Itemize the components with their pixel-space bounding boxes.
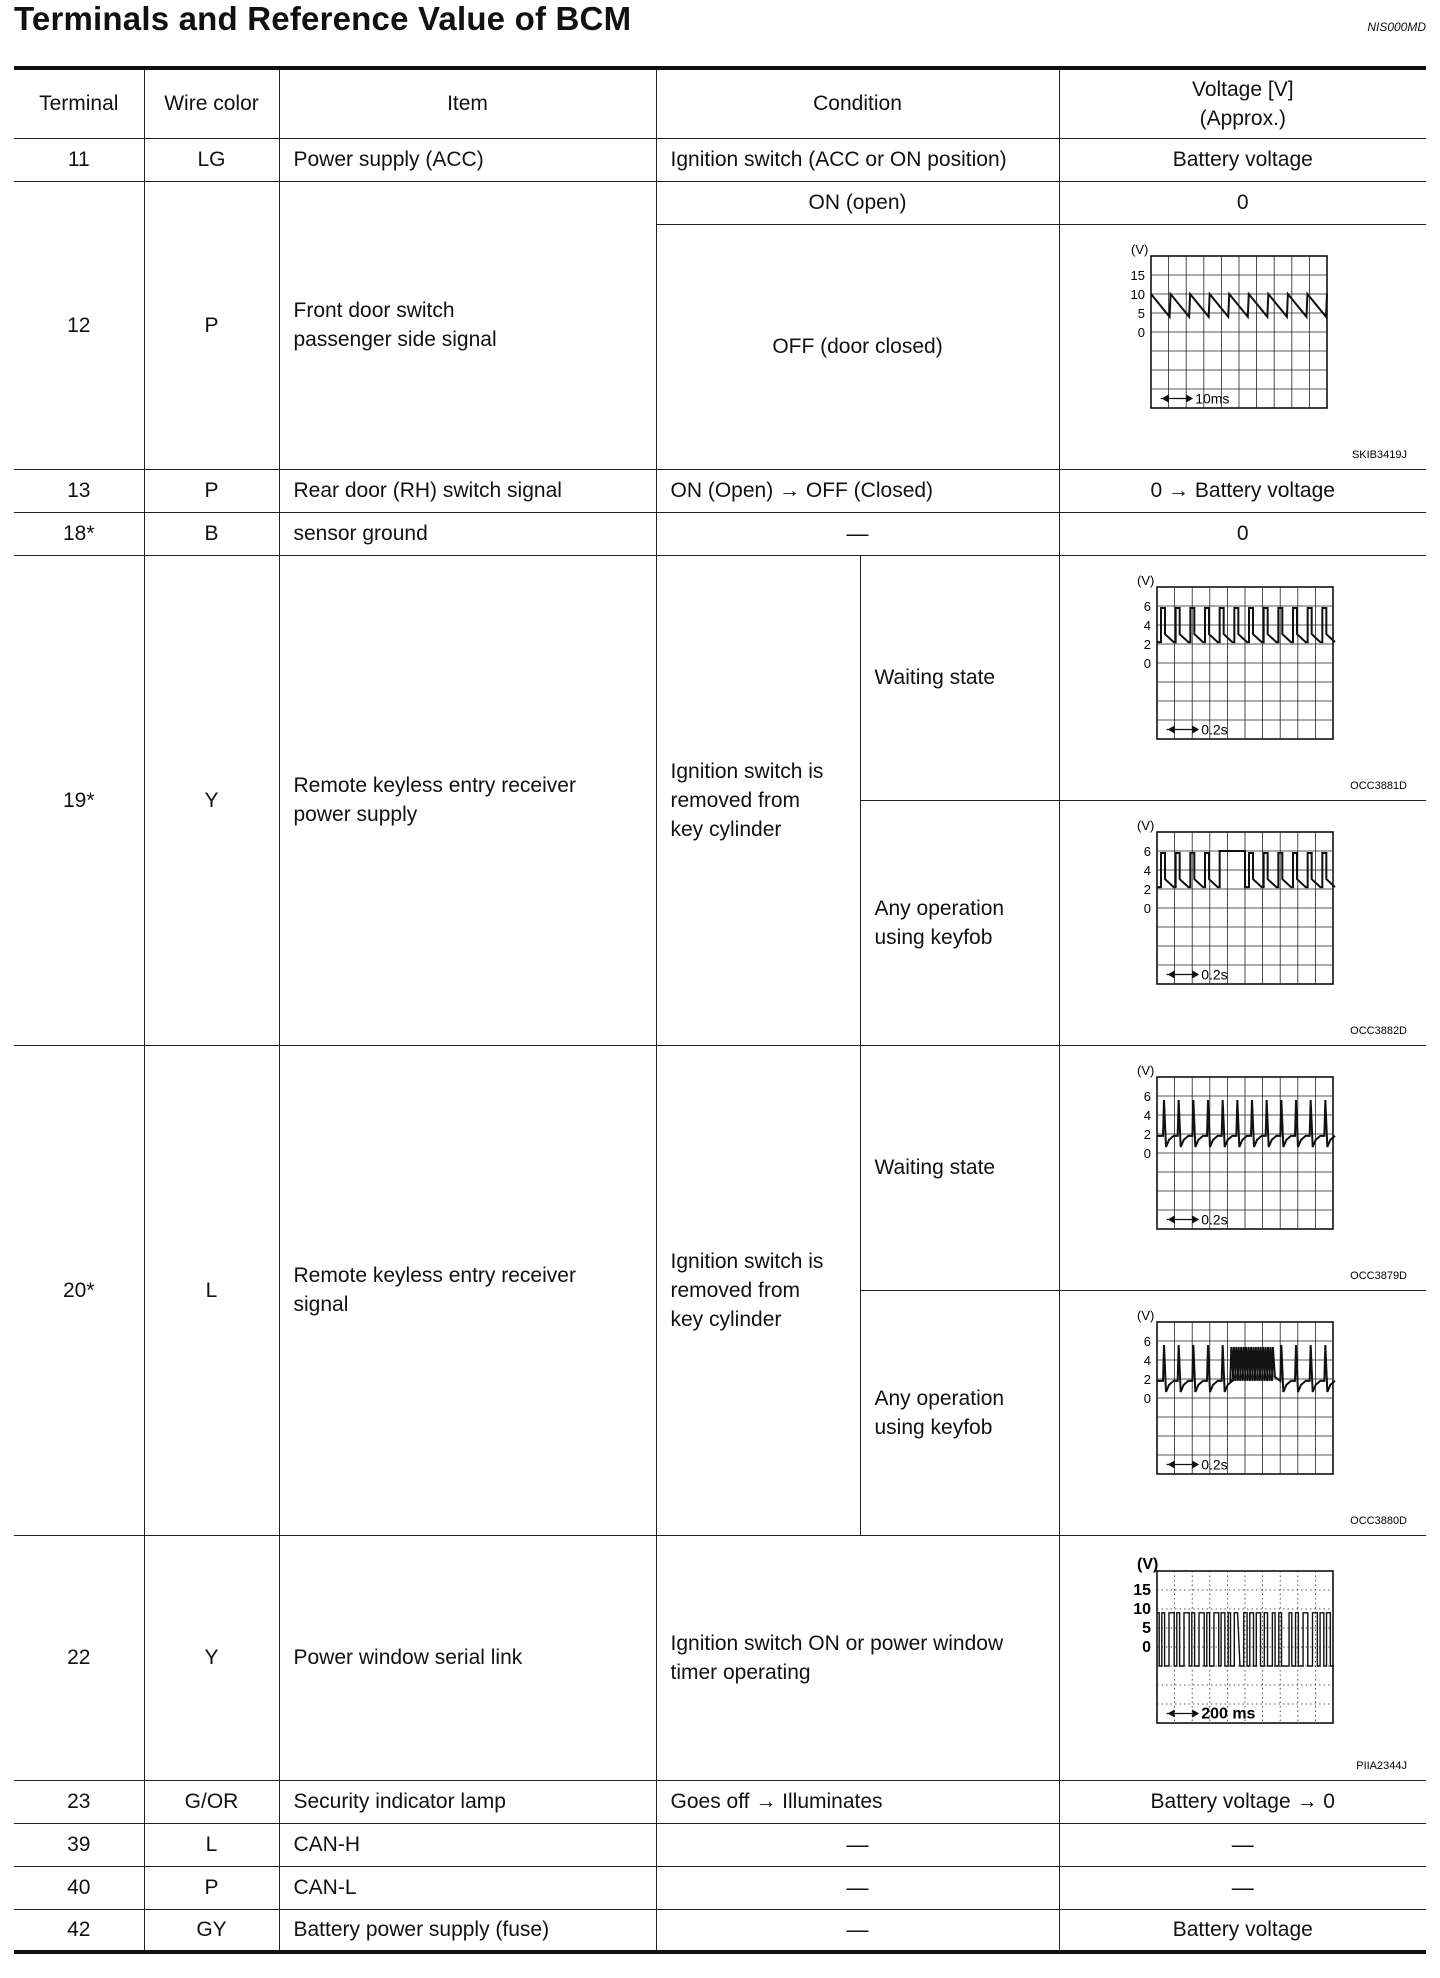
- item-cell: CAN-L: [279, 1866, 656, 1909]
- scope-scale-arrowhead: [1161, 394, 1168, 402]
- voltage-cell: Battery voltage → 0: [1059, 1780, 1426, 1823]
- waveform-w19b: [1073, 808, 1413, 1038]
- terminal-cell: 12: [14, 181, 144, 469]
- table-row: [14, 512, 1426, 555]
- figure-code: OCC3881D: [1349, 779, 1407, 792]
- table-row: [14, 181, 1426, 224]
- waveform-trace: [1157, 1612, 1334, 1665]
- table-row: [14, 1823, 1426, 1866]
- scope-y-tick: 4: [1143, 862, 1151, 878]
- condition-cell: [656, 555, 860, 1045]
- scope-scale-arrowhead: [1192, 1215, 1199, 1223]
- item-cell: [279, 181, 656, 469]
- item-cell: Power supply (ACC): [279, 138, 656, 181]
- terminal-cell: 13: [14, 469, 144, 512]
- item-cell: Rear door (RH) switch signal: [279, 469, 656, 512]
- voltage-cell: 0: [1059, 181, 1426, 224]
- scope-scale-arrowhead: [1192, 1709, 1199, 1717]
- wire-color-cell: P: [144, 469, 279, 512]
- scope-scale-arrowhead: [1186, 394, 1193, 402]
- table-row: [14, 1909, 1426, 1952]
- condition-line: removed from: [670, 788, 801, 812]
- sub-condition-cell: [860, 1290, 1059, 1535]
- header-wire-color: Wire color: [144, 68, 279, 138]
- page-title: Terminals and Reference Value of BCM: [14, 0, 632, 37]
- waveform-cell: [1059, 800, 1426, 1045]
- table-row: [14, 1780, 1426, 1823]
- condition-line: removed from: [670, 1278, 801, 1302]
- waveform-trace: [1157, 851, 1335, 887]
- scope-y-tick: 4: [1143, 1107, 1151, 1123]
- item-line: Front door switch: [293, 299, 455, 322]
- table-row: [14, 1866, 1426, 1909]
- voltage-cell: —: [1059, 1823, 1426, 1866]
- scope-y-tick: 2: [1143, 1371, 1151, 1387]
- voltage-cell: 0: [1059, 512, 1426, 555]
- scope-unit-label: (V): [1136, 1062, 1155, 1078]
- scope-y-tick: 0: [1143, 655, 1151, 671]
- waveform-cell: [1059, 224, 1426, 469]
- scope-y-tick: 0: [1141, 1638, 1151, 1656]
- voltage-cell: Battery voltage: [1059, 138, 1426, 181]
- scope-y-tick: 4: [1143, 617, 1151, 633]
- waveform-w20a: [1073, 1053, 1413, 1283]
- scope-time-scale: 0.2s: [1200, 1456, 1228, 1472]
- scope-y-tick: 15: [1132, 1581, 1151, 1599]
- waveform-cell: [1059, 555, 1426, 800]
- scope-grid: [1151, 256, 1327, 408]
- header-terminal: Terminal: [14, 68, 144, 138]
- table-row: [14, 555, 1426, 800]
- scope-y-tick: 6: [1143, 843, 1151, 859]
- table-row: [14, 1045, 1426, 1290]
- figure-code: SKIB3419J: [1351, 448, 1407, 461]
- table-row: [14, 1535, 1426, 1780]
- item-cell: Power window serial link: [279, 1535, 656, 1780]
- condition-cell: [656, 1535, 1059, 1780]
- item-line: Remote keyless entry receiver: [293, 774, 576, 797]
- sub-condition-line: Any operation: [874, 896, 1005, 920]
- terminal-cell: 40: [14, 1866, 144, 1909]
- scope-y-tick: 2: [1143, 636, 1151, 652]
- condition-cell: —: [656, 1909, 1059, 1952]
- wire-color-cell: Y: [144, 1535, 279, 1780]
- condition-line: Ignition switch is: [670, 1249, 824, 1273]
- scope-y-tick: 0: [1143, 1390, 1151, 1406]
- header-item: Item: [279, 68, 656, 138]
- header-voltage-line2: (Approx.): [1199, 106, 1286, 130]
- waveform-w19a: [1073, 563, 1413, 793]
- item-cell: CAN-H: [279, 1823, 656, 1866]
- scope-unit-label: (V): [1136, 1307, 1155, 1323]
- item-line: Remote keyless entry receiver: [293, 1264, 576, 1287]
- header-voltage: [1059, 68, 1426, 138]
- table-header-row: [14, 68, 1426, 138]
- condition-line: Ignition switch ON or power window: [670, 1631, 1004, 1655]
- header-voltage-line1: Voltage [V]: [1191, 77, 1294, 101]
- scope-scale-arrowhead: [1192, 725, 1199, 733]
- wire-color-cell: L: [144, 1823, 279, 1866]
- waveform-cell: [1059, 1535, 1426, 1780]
- waveform-w12: [1073, 232, 1413, 462]
- scope-y-tick: 15: [1130, 267, 1145, 283]
- condition-line: Ignition switch is: [670, 759, 824, 783]
- bcm-terminal-table: [14, 66, 1426, 1954]
- terminal-cell: 18*: [14, 512, 144, 555]
- wire-color-cell: LG: [144, 138, 279, 181]
- voltage-cell: —: [1059, 1866, 1426, 1909]
- condition-cell: ON (Open) → OFF (Closed): [656, 469, 1059, 512]
- condition-cell: —: [656, 1866, 1059, 1909]
- item-cell: [279, 1045, 656, 1535]
- scope-y-tick: 6: [1143, 1333, 1151, 1349]
- scope-unit-label: (V): [1130, 241, 1149, 257]
- scope-time-scale: 0.2s: [1200, 1211, 1228, 1227]
- figure-code: PIIA2344J: [1356, 1759, 1407, 1772]
- scope-grid: [1157, 1077, 1333, 1229]
- terminal-cell: 20*: [14, 1045, 144, 1535]
- terminal-cell: 23: [14, 1780, 144, 1823]
- waveform-cell: [1059, 1045, 1426, 1290]
- scope-scale-arrowhead: [1167, 970, 1174, 978]
- wire-color-cell: GY: [144, 1909, 279, 1952]
- condition-cell: —: [656, 1823, 1059, 1866]
- wire-color-cell: P: [144, 181, 279, 469]
- scope-y-tick: 10: [1130, 286, 1145, 302]
- scope-scale-arrowhead: [1167, 1460, 1174, 1468]
- scope-y-tick: 0: [1143, 1145, 1151, 1161]
- item-line: signal: [293, 1293, 349, 1316]
- item-line: power supply: [293, 803, 418, 826]
- scope-y-tick: 0: [1137, 324, 1145, 340]
- sub-condition-cell: Waiting state: [860, 555, 1059, 800]
- scope-unit-label: (V): [1136, 817, 1155, 833]
- condition-cell: ON (open): [656, 181, 1059, 224]
- scope-time-scale: 0.2s: [1200, 721, 1228, 737]
- scope-grid: [1157, 1322, 1333, 1474]
- scope-scale-arrowhead: [1167, 725, 1174, 733]
- header-condition: Condition: [656, 68, 1059, 138]
- voltage-cell: Battery voltage: [1059, 1909, 1426, 1952]
- scope-y-tick: 4: [1143, 1352, 1151, 1368]
- voltage-cell: 0 → Battery voltage: [1059, 469, 1426, 512]
- wire-color-cell: Y: [144, 555, 279, 1045]
- terminal-cell: 22: [14, 1535, 144, 1780]
- terminal-cell: 11: [14, 138, 144, 181]
- wire-color-cell: G/OR: [144, 1780, 279, 1823]
- item-cell: [279, 555, 656, 1045]
- waveform-w20b: [1073, 1298, 1413, 1528]
- waveform-cell: [1059, 1290, 1426, 1535]
- sub-condition-cell: Waiting state: [860, 1045, 1059, 1290]
- terminal-cell: 39: [14, 1823, 144, 1866]
- scope-y-tick: 2: [1143, 881, 1151, 897]
- condition-cell: [656, 1045, 860, 1535]
- item-cell: sensor ground: [279, 512, 656, 555]
- condition-line: key cylinder: [670, 817, 782, 841]
- terminal-cell: 42: [14, 1909, 144, 1952]
- scope-y-tick: 6: [1143, 1088, 1151, 1104]
- scope-grid: [1157, 587, 1333, 739]
- scope-scale-arrowhead: [1167, 1709, 1174, 1717]
- figure-code: OCC3882D: [1349, 1024, 1407, 1037]
- wire-color-cell: B: [144, 512, 279, 555]
- scope-y-tick: 6: [1143, 598, 1151, 614]
- scope-scale-arrowhead: [1167, 1215, 1174, 1223]
- scope-time-scale: 200 ms: [1200, 1705, 1256, 1722]
- scope-y-tick: 2: [1143, 1126, 1151, 1142]
- wire-color-cell: P: [144, 1866, 279, 1909]
- waveform-w22: [1073, 1543, 1413, 1773]
- sub-condition-line: using keyfob: [874, 925, 993, 949]
- scope-y-tick: 5: [1137, 305, 1145, 321]
- scope-unit-label: (V): [1136, 572, 1155, 588]
- scope-y-tick: 5: [1141, 1619, 1151, 1637]
- scope-scale-arrowhead: [1192, 970, 1199, 978]
- table-row: [14, 138, 1426, 181]
- condition-cell: —: [656, 512, 1059, 555]
- scope-unit-label: (V): [1136, 1555, 1159, 1573]
- condition-cell: Ignition switch (ACC or ON position): [656, 138, 1059, 181]
- waveform-trace: [1157, 1345, 1335, 1392]
- condition-cell: OFF (door closed): [656, 224, 1059, 469]
- item-cell: Battery power supply (fuse): [279, 1909, 656, 1952]
- condition-cell: Goes off → Illuminates: [656, 1780, 1059, 1823]
- scope-scale-arrowhead: [1192, 1460, 1199, 1468]
- scope-y-tick: 10: [1132, 1600, 1151, 1618]
- item-cell: Security indicator lamp: [279, 1780, 656, 1823]
- wire-color-cell: L: [144, 1045, 279, 1535]
- document-id: NIS000MD: [1367, 20, 1426, 34]
- item-line: passenger side signal: [293, 328, 497, 351]
- condition-line: key cylinder: [670, 1307, 782, 1331]
- condition-line: timer operating: [670, 1660, 811, 1684]
- waveform-trace: [1157, 1100, 1335, 1147]
- scope-time-scale: 10ms: [1194, 390, 1230, 406]
- scope-time-scale: 0.2s: [1200, 966, 1228, 982]
- sub-condition-cell: [860, 800, 1059, 1045]
- figure-code: OCC3880D: [1349, 1514, 1407, 1527]
- scope-y-tick: 0: [1143, 900, 1151, 916]
- table-row: [14, 469, 1426, 512]
- sub-condition-line: Any operation: [874, 1386, 1005, 1410]
- figure-code: OCC3879D: [1349, 1269, 1407, 1282]
- terminal-cell: 19*: [14, 555, 144, 1045]
- sub-condition-line: using keyfob: [874, 1415, 993, 1439]
